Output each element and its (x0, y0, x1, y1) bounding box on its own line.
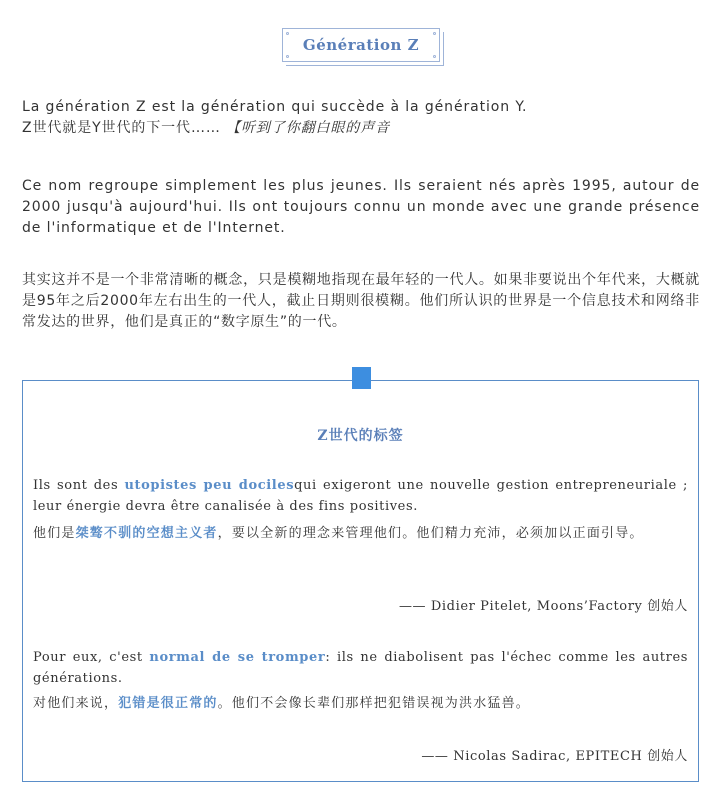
quote2-zh-before: 对他们来说， (33, 696, 119, 711)
quote2-zh (33, 693, 688, 714)
quote1-zh (33, 523, 688, 544)
quote2-fr-after: : ils ne diabolisent pas l'échec comme les autres générations. (33, 650, 689, 686)
quote2-zh-highlight: 犯错是很正常的 (118, 696, 218, 711)
quote2-fr (33, 647, 688, 689)
quote1-fr-before: Ils sont des (33, 478, 125, 493)
quote-box (22, 380, 699, 782)
intro-line-zh-italic: 【听到了你翻白眼的声音 (226, 120, 391, 136)
box-heading: Z世代的标签 (317, 428, 404, 444)
corner-dot-icon (433, 55, 436, 58)
quote1-fr-after: qui exigeront une nouvelle gestion entrepreneuriale ; leur énergie devra être canalisée à des fins positives. (33, 478, 688, 514)
quote2-zh-after: 。他们不会像长辈们那样把犯错误视为洪水猛兽。 (217, 696, 531, 711)
intro-paragraph (22, 97, 700, 139)
quote1-zh-highlight: 桀骜不驯的空想主义者 (75, 526, 218, 541)
page-title: Génération Z (302, 36, 420, 54)
quote1-fr (33, 475, 688, 517)
quote1-attribution: —— Didier Pitelet, Moons’Factory 创始人 (398, 599, 688, 614)
intro-line-fr: La génération Z est la génération qui succède à la génération Y. (22, 99, 528, 115)
quote2-fr-highlight: normal de se tromper (149, 650, 326, 665)
quote2-fr-before: Pour eux, c'est (33, 650, 150, 665)
intro-line-zh-plain: Z世代就是Y世代的下一代…… (22, 120, 221, 136)
corner-dot-icon (286, 55, 289, 58)
corner-dot-icon (433, 32, 436, 35)
quote1-fr-highlight: utopistes peu dociles (124, 478, 295, 493)
intro-line-zh (22, 118, 700, 139)
paragraph-zh: 其实这并不是一个非常清晰的概念，只是模糊地指现在最年轻的一代人。如果非要说出个年代来，大概就是95年之后2000年左右出生的一代人，截止日期则很模糊。他们所认识的世界是一个信息技术和网络非常发达的世界，他们是真正的“数字原生”的一代。 (22, 272, 700, 330)
quote2-attribution: —— Nicolas Sadirac, EPITECH 创始人 (421, 749, 688, 764)
paragraph-fr: Ce nom regroupe simplement les plus jeunes. Ils seraient nés après 1995, autour de 2000 jusqu'à aujourd'hui. Ils ont toujours connu un monde avec une grande présence de l'informatique et de l'Internet. (22, 178, 700, 236)
box-marker-icon (352, 367, 371, 389)
corner-dot-icon (286, 32, 289, 35)
quote1-zh-before: 他们是 (33, 526, 76, 541)
title-badge (282, 28, 440, 62)
quote1-zh-after: ，要以全新的理念来管理他们。他们精力充沛，必须加以正面引导。 (217, 526, 644, 541)
